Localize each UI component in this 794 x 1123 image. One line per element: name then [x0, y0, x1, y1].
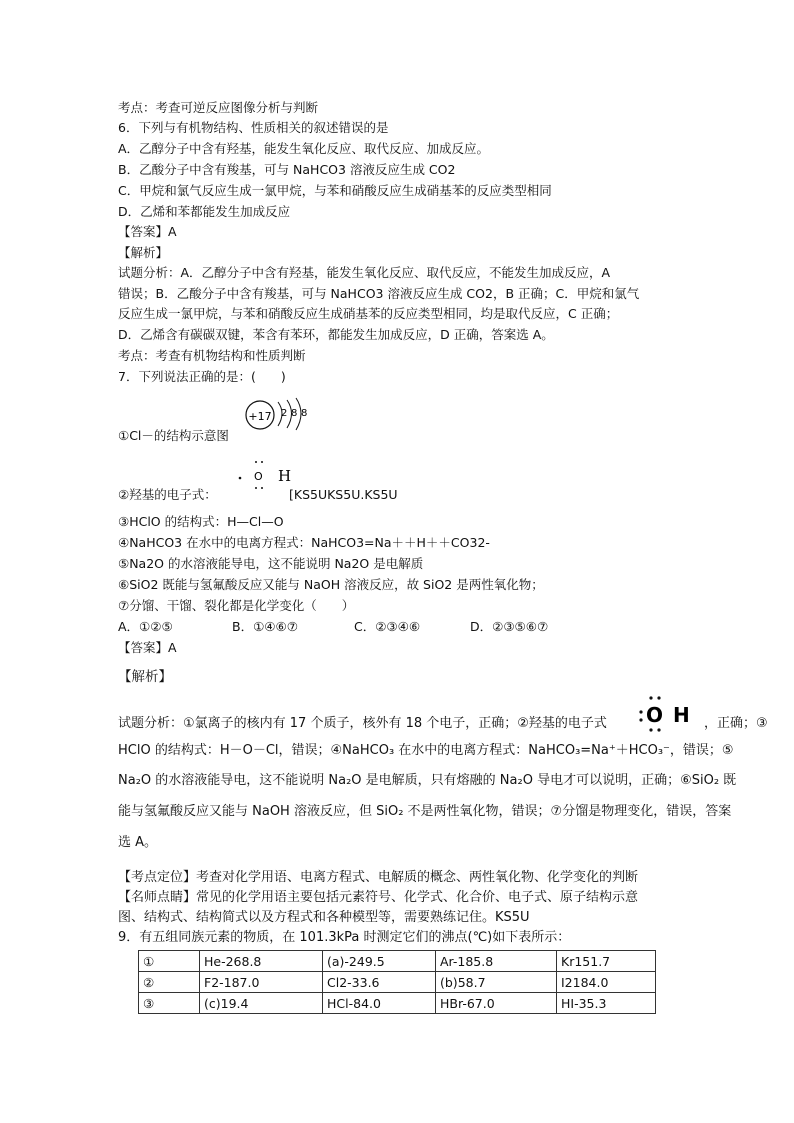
- table-cell: ①: [139, 951, 200, 972]
- table-cell: Kr151.7: [557, 951, 656, 972]
- analysis-para-line: 能与氢氟酸反应又能与 NaOH 溶液反应，但 SiO₂ 不是两性氧化物，错误；⑦分馏是物理变化，错误，答案: [118, 804, 732, 819]
- question-7-stem: 7．下列说法正确的是：( ): [118, 369, 286, 384]
- table-cell: (a)-249.5: [323, 951, 436, 972]
- teacher-tip: 【名师点睛】常见的化学用语主要包括元素符号、化学式、化合价、电子式、原子结构示意: [118, 890, 639, 905]
- analysis-para-line: Na₂O 的水溶液能导电，这不能说明 Na₂O 是电解质，只有熔融的 Na₂O 导电才可以说明，正确；⑥SiO₂ 既: [118, 773, 737, 788]
- analysis-line: 试题分析：A．乙醇分子中含有羟基，能发生氧化反应、取代反应，不能发生加成反应，A: [118, 265, 611, 280]
- analysis-para-line: 试题分析：①氯离子的核内有 17 个质子，核外有 18 个电子，正确；②羟基的电子式: [118, 716, 607, 731]
- table-row: [139, 951, 656, 972]
- table-cell: ②: [139, 972, 200, 993]
- question-9-stem: 9．有五组同族元素的物质，在 101.3kPa 时测定它们的沸点(℃)如下表所示：: [118, 930, 571, 945]
- table-cell: (b)58.7: [436, 972, 557, 993]
- table-cell: (c)19.4: [200, 993, 323, 1014]
- item-5: ⑤Na2O 的水溶液能导电，这不能说明 Na2O 是电解质: [118, 556, 424, 571]
- item-3: ③HClO 的结构式：H—Cl—O: [118, 514, 284, 529]
- table-cell: F2-187.0: [200, 972, 323, 993]
- table-cell: ③: [139, 993, 200, 1014]
- table-row: [139, 993, 656, 1014]
- answer-label: 【答案】A: [118, 640, 177, 655]
- item-1: ①Cl－的结构示意图: [118, 428, 229, 443]
- analysis-para-line: ，正确；③: [704, 716, 768, 731]
- hydroxyl-electron-formula: [234, 456, 294, 494]
- question-6-option-c: C．甲烷和氯气反应生成一氯甲烷，与苯和硝酸反应生成硝基苯的反应类型相同: [118, 183, 552, 198]
- option-d: D．②③⑤⑥⑦: [470, 619, 549, 634]
- boiling-point-table: [138, 950, 656, 1014]
- atom-structure-diagram: [240, 396, 320, 436]
- shell-count: 8: [291, 408, 298, 419]
- nucleus-charge: +17: [248, 410, 272, 423]
- table-cell: He-268.8: [200, 951, 323, 972]
- shell-count: 8: [301, 408, 308, 419]
- item-2: ②羟基的电子式：: [118, 487, 217, 502]
- shell-count: 2: [281, 408, 288, 419]
- analysis-label: 【解析】: [118, 669, 172, 685]
- table-cell: Ar-185.8: [436, 951, 557, 972]
- analysis-line: D．乙烯含有碳碳双键，苯含有苯环，都能发生加成反应，D 正确，答案选 A。: [118, 327, 554, 342]
- item-7: ⑦分馏、干馏、裂化都是化学变化（ ）: [118, 598, 355, 613]
- answer-label: 【答案】A: [118, 224, 177, 239]
- svg-text:H: H: [673, 703, 690, 727]
- option-c: C．②③④⑥: [354, 619, 421, 634]
- table-cell: HCl-84.0: [323, 993, 436, 1014]
- analysis-line: 错误；B．乙酸分子中含有羧基，可与 NaHCO3 溶液反应生成 CO2，B 正确；C．甲烷和氯气: [118, 286, 640, 301]
- item-4: ④NaHCO3 在水中的电离方程式：NaHCO3=Na＋＋H＋＋CO32-: [118, 535, 490, 550]
- svg-text:O: O: [254, 470, 263, 483]
- item-6: ⑥SiO2 既能与氢氟酸反应又能与 NaOH 溶液反应，故 SiO2 是两性氧化物；: [118, 577, 544, 592]
- question-6-option-a: A．乙醇分子中含有羟基，能发生氧化反应、取代反应、加成反应。: [118, 141, 490, 156]
- table-cell: Cl2-33.6: [323, 972, 436, 993]
- question-6-option-b: B．乙酸分子中含有羧基，可与 NaHCO3 溶液反应生成 CO2: [118, 162, 456, 177]
- analysis-para-line: HClO 的结构式：H－O－Cl，错误；④NaHCO₃ 在水中的电离方程式：NaHCO₃=Na⁺＋HCO₃⁻，错误；⑤: [118, 743, 734, 758]
- table-row: [139, 972, 656, 993]
- table-cell: I2184.0: [557, 972, 656, 993]
- analysis-line: 反应生成一氯甲烷，与苯和硝酸反应生成硝基苯的反应类型相同，均是取代反应，C 正确；: [118, 306, 619, 321]
- option-b: B．①④⑥⑦: [232, 619, 298, 634]
- hydroxyl-electron-formula-large: [637, 694, 699, 734]
- analysis-label: 【解析】: [118, 245, 169, 260]
- text-line: 考点：考查可逆反应图像分析与判断: [118, 100, 319, 115]
- table-cell: HI-35.3: [557, 993, 656, 1014]
- table-cell: HBr-67.0: [436, 993, 557, 1014]
- question-6-option-d: D．乙烯和苯都能发生加成反应: [118, 204, 291, 219]
- text-line: 考点：考查有机物结构和性质判断: [118, 348, 306, 363]
- option-a: A．①②⑤: [118, 619, 173, 634]
- watermark-text: [KS5UKS5U.KS5U: [289, 487, 398, 502]
- svg-text:H: H: [278, 467, 292, 485]
- svg-text:O: O: [646, 703, 664, 727]
- question-6-stem: 6．下列与有机物结构、性质相关的叙述错误的是: [118, 120, 389, 135]
- knowledge-point: 【考点定位】考查对化学用语、电离方程式、电解质的概念、两性氧化物、化学变化的判断: [118, 870, 639, 885]
- analysis-para-line: 选 A。: [118, 835, 158, 850]
- teacher-tip: 图、结构式、结构简式以及方程式和各种模型等，需要熟练记住。KS5U: [118, 910, 530, 925]
- question-7-options: [118, 619, 578, 635]
